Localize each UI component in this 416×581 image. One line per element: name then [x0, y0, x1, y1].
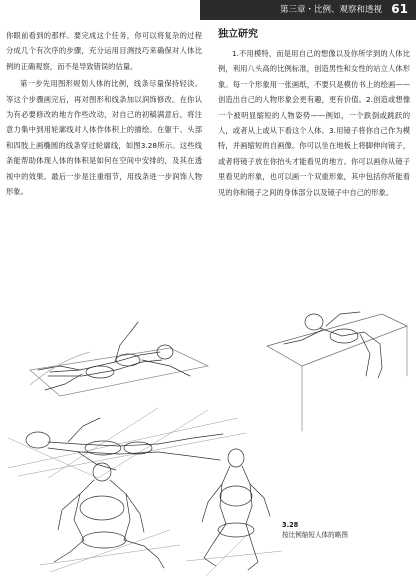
paragraph: 你眼前看到的那样。要完成这个任务，你可以将复杂的过程分成几个有次序的步骤，充分运用目测技巧来确保对人体比例的正确观察，而不是导致错误的估量。: [6, 31, 202, 71]
reclining-figure-sketch: [20, 300, 216, 400]
chapter-title: 第三章・比例、观察和透视: [279, 5, 382, 15]
figure-caption: [282, 520, 406, 540]
left-column: [6, 28, 202, 199]
figure-caption-text: 按比例缩短人体的略图: [282, 531, 348, 539]
kneeling-figure-sketch: [186, 446, 282, 578]
page-number: 61: [391, 2, 408, 16]
section-title: 独立研究: [218, 29, 258, 40]
figure-number: 3.28: [282, 521, 299, 529]
seated-figure-sketch: [40, 460, 180, 575]
figure-on-rooftop-sketch: [262, 296, 412, 436]
paragraph: 1.不用模特，而是用自己的想像以及你所学到的人体比例，利用八头高的比例标准，创造男性和女性的站立人体形象。每一个形象用一张画纸，不要只是模仿书上的绘画——创造出自己的人物形象会更有趣，更有价值。2.创造或想像一个被明显缩短的人物姿势——例如，一个跌倒或跳跃的人，或者从上或从下看这个人体。3.用镜子将你自己作为模特，并画缩短的自画像。你可以坐在地板上将脚伸向镜子，或者将镜子放在你抬头才能看见的地方。你可以画你从镜子里看见的形象，也可以画一个双重形象，其中包括你所能看见的你和镜子之间的身体部分以及镜子中自己的形象。: [218, 49, 410, 197]
paragraph: 第一步先用图形规划人体的比例，线条尽量保持轻淡。等这个步骤画完后，再对图形和线条加以润饰修改。在你认为有必要修改的地方作些改动，对自己的初稿满意后，将注意力集中到用轮廓线对人体作体积上的描绘。在躯干、头部和四肢上画椭圆的线条穿过轮廓线，如图3.28所示。这些线条能帮助体现人体的体积是如何在空间中安排的，及其在透视中的效果。最后一步是注重细节，用线条进一步润饰人物形象。: [6, 79, 202, 197]
page-header: [200, 0, 416, 20]
right-column: [218, 28, 410, 200]
